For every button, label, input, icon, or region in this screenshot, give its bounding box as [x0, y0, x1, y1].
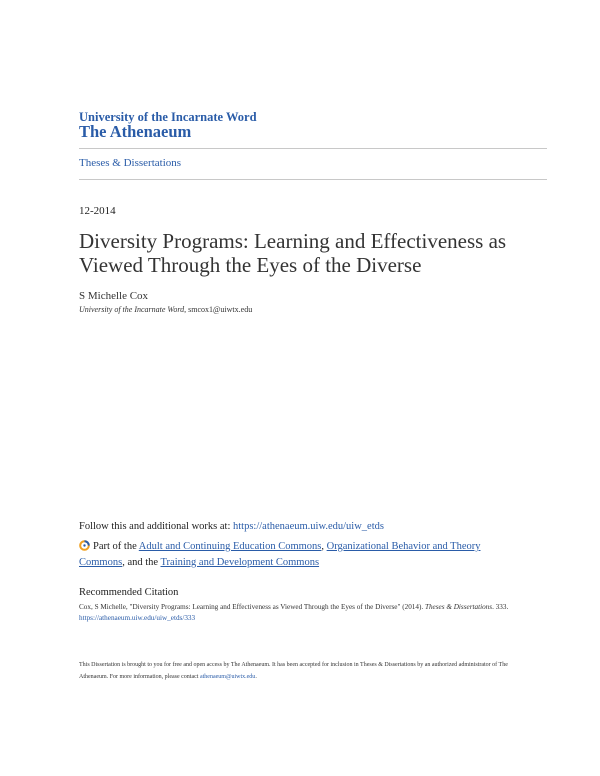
follow-link[interactable]: https://athenaeum.uiw.edu/uiw_etds — [233, 521, 384, 532]
citation-link[interactable]: https://athenaeum.uiw.edu/uiw_etds/333 — [79, 614, 196, 622]
contact-email-link[interactable]: athenaeum@uiwtx.edu — [199, 674, 256, 680]
collection-link[interactable]: Theses & Dissertations — [79, 157, 182, 169]
part-of-prefix: Part of the — [93, 541, 137, 552]
follow-text: Follow this and additional works at: — [79, 521, 231, 532]
notice-text: This Dissertation is brought to you for free and open access by The Athenaeum. It has been accepted for inclusion in Theses & Dissertations by an authorized administrator of The Athenaeum. For more information, please contact — [79, 662, 508, 680]
recommended-citation-heading: Recommended Citation — [79, 587, 179, 598]
commons-separator-and: , and the — [122, 557, 159, 568]
follow-line — [79, 521, 384, 532]
open-access-icon — [79, 540, 90, 556]
author-name: S Michelle Cox — [79, 290, 149, 302]
bottom-divider — [79, 179, 547, 180]
citation-number: . 333. — [492, 603, 509, 611]
repository-name[interactable]: The Athenaeum — [79, 122, 192, 141]
paper-title: Diversity Programs: Learning and Effectiveness as Viewed Through the Eyes of the Diverse — [79, 229, 507, 277]
commons-link-organizational-behavior[interactable]: Organizational Behavior and Theory Commons — [79, 541, 481, 568]
affiliation-separator: , — [184, 305, 189, 314]
commons-separator: , — [321, 541, 324, 552]
affiliation-name: University of the Incarnate Word — [79, 305, 185, 314]
author-email[interactable]: smcox1@uiwtx.edu — [188, 305, 253, 314]
notice-end: . — [255, 674, 257, 680]
citation-series: Theses & Dissertations — [424, 603, 493, 611]
institution-name: University of the Incarnate Word — [79, 110, 257, 124]
part-of-commons — [79, 540, 509, 570]
access-notice — [79, 659, 519, 683]
commons-link-adult-education[interactable]: Adult and Continuing Education Commons — [138, 541, 322, 552]
commons-link-training-development[interactable]: Training and Development Commons — [160, 557, 320, 568]
citation-text: Cox, S Michelle, "Diversity Programs: Learning and Effectiveness as Viewed Through the Eyes of the Diverse" (2014). — [79, 603, 424, 611]
publication-date: 12-2014 — [79, 205, 116, 217]
author-affiliation — [79, 305, 252, 314]
top-divider — [79, 148, 547, 149]
recommended-citation — [79, 602, 519, 624]
